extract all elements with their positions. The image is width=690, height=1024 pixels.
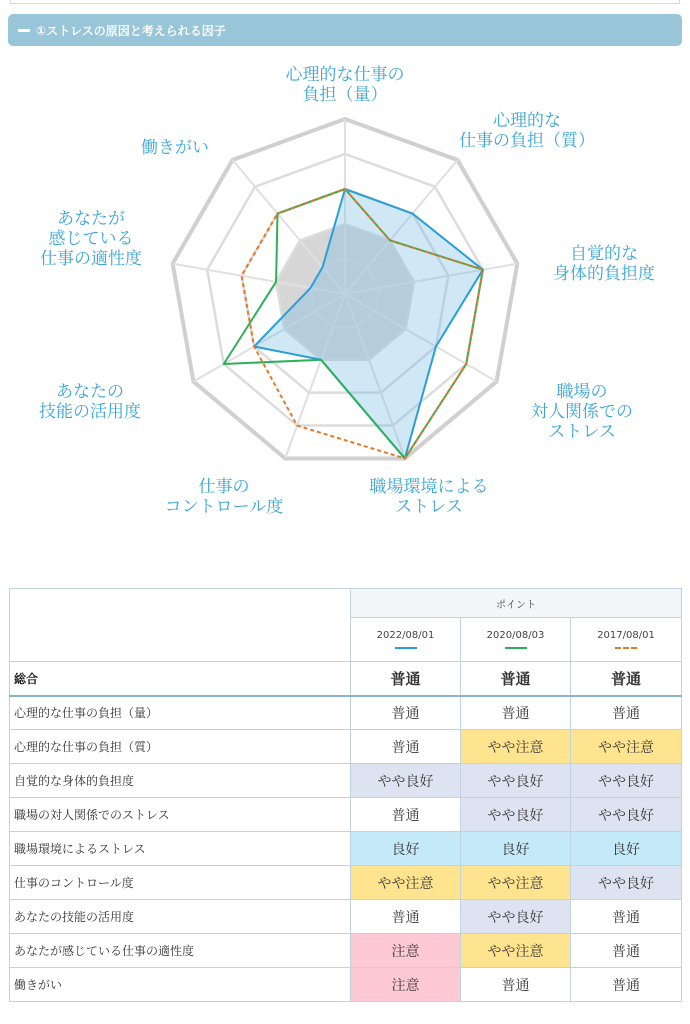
status-cell: 普通 [571, 696, 682, 730]
previous-section-border [10, 0, 680, 4]
status-cell: 普通 [351, 730, 461, 764]
status-cell: 普通 [461, 968, 571, 1002]
axis-label [40, 209, 142, 269]
row-label: 心理的な仕事の負担（量） [10, 696, 351, 730]
table-row [10, 832, 682, 866]
axis-label-line: 働きがい [141, 138, 209, 158]
status-cell: やや注意 [461, 730, 571, 764]
status-cell: やや注意 [571, 730, 682, 764]
status-cell: やや良好 [571, 866, 682, 900]
status-cell: やや良好 [461, 798, 571, 832]
axis-label [286, 65, 405, 105]
axis-label [370, 477, 489, 517]
status-cell: やや良好 [571, 798, 682, 832]
status-cell: 普通 [351, 798, 461, 832]
legend-line [505, 647, 527, 649]
table-corner-cell [10, 589, 351, 662]
status-cell: 普通 [571, 900, 682, 934]
axis-label-line: 対人関係での [531, 402, 633, 422]
row-label: 心理的な仕事の負担（質） [10, 730, 351, 764]
total-value: 普通 [351, 662, 461, 696]
table-row [10, 798, 682, 832]
table-row [10, 934, 682, 968]
row-label: あなたの技能の活用度 [10, 900, 351, 934]
legend-line [395, 647, 417, 649]
date-header [461, 618, 571, 662]
row-label: 職場の対人関係でのストレス [10, 798, 351, 832]
legend-line [615, 647, 637, 649]
status-cell: やや良好 [351, 764, 461, 798]
date-header [571, 618, 682, 662]
axis-label [165, 477, 284, 517]
status-cell: 良好 [351, 832, 461, 866]
status-cell: 普通 [351, 900, 461, 934]
axis-label-line: 職場環境による [369, 477, 489, 497]
status-cell: 普通 [571, 968, 682, 1002]
status-cell: やや良好 [571, 764, 682, 798]
section-header[interactable] [8, 14, 682, 46]
row-label: 自覚的な身体的負担度 [10, 764, 351, 798]
total-label: 総合 [10, 662, 351, 696]
axis-label-line: 自覚的な [570, 244, 638, 264]
axis-label-line: 技能の活用度 [39, 402, 141, 422]
status-cell: 普通 [351, 696, 461, 730]
status-cell: 良好 [461, 832, 571, 866]
status-cell: やや注意 [351, 866, 461, 900]
status-cell: やや注意 [461, 934, 571, 968]
status-cell: 良好 [571, 832, 682, 866]
radar-chart [0, 50, 690, 590]
status-cell: やや良好 [461, 900, 571, 934]
axis-label-line: あなたが [57, 209, 125, 229]
axis-label-line: 仕事の適性度 [40, 249, 142, 269]
status-cell: 注意 [351, 934, 461, 968]
table-row [10, 968, 682, 1002]
row-label: 働きがい [10, 968, 351, 1002]
date-label: 2020/08/03 [486, 630, 545, 641]
status-cell: 普通 [571, 934, 682, 968]
status-cell: 普通 [461, 696, 571, 730]
table-row [10, 730, 682, 764]
date-label: 2017/08/01 [597, 630, 655, 641]
results-table [9, 588, 682, 1002]
status-cell: やや注意 [461, 866, 571, 900]
collapse-dash-icon [18, 29, 30, 32]
axis-label-line: ストレス [395, 497, 463, 517]
axis-label [141, 138, 209, 158]
axis-label-line: 仕事の負担（質） [459, 131, 595, 151]
table-row [10, 764, 682, 798]
axis-label-line: あなたの [56, 382, 124, 402]
date-header [351, 618, 461, 662]
axis-label-line: 負担（量） [302, 85, 388, 105]
table-row [10, 866, 682, 900]
axis-label [39, 382, 141, 422]
axis-label-line: コントロール度 [164, 497, 284, 517]
row-label: あなたが感じている仕事の適性度 [10, 934, 351, 968]
axis-label [531, 382, 633, 442]
row-label: 職場環境によるストレス [10, 832, 351, 866]
section-title: ①ストレスの原因と考えられる因子 [36, 23, 226, 38]
axis-label-line: 感じている [48, 229, 134, 249]
row-label: 仕事のコントロール度 [10, 866, 351, 900]
axis-label-line: 仕事の [198, 477, 250, 497]
axis-label-line: 心理的な [493, 111, 561, 131]
axis-label [553, 244, 655, 284]
status-cell: やや良好 [461, 764, 571, 798]
table-row [10, 696, 682, 730]
axis-label-line: 身体的負担度 [553, 264, 655, 284]
axis-label [459, 111, 595, 151]
total-value: 普通 [571, 662, 682, 696]
date-label: 2022/08/01 [376, 630, 435, 641]
table-row [10, 900, 682, 934]
axis-label-line: 職場の [556, 382, 608, 402]
total-value: 普通 [461, 662, 571, 696]
status-cell: 注意 [351, 968, 461, 1002]
axis-label-line: 心理的な仕事の [285, 65, 405, 85]
point-header: ポイント [351, 589, 682, 618]
axis-label-line: ストレス [548, 422, 616, 442]
